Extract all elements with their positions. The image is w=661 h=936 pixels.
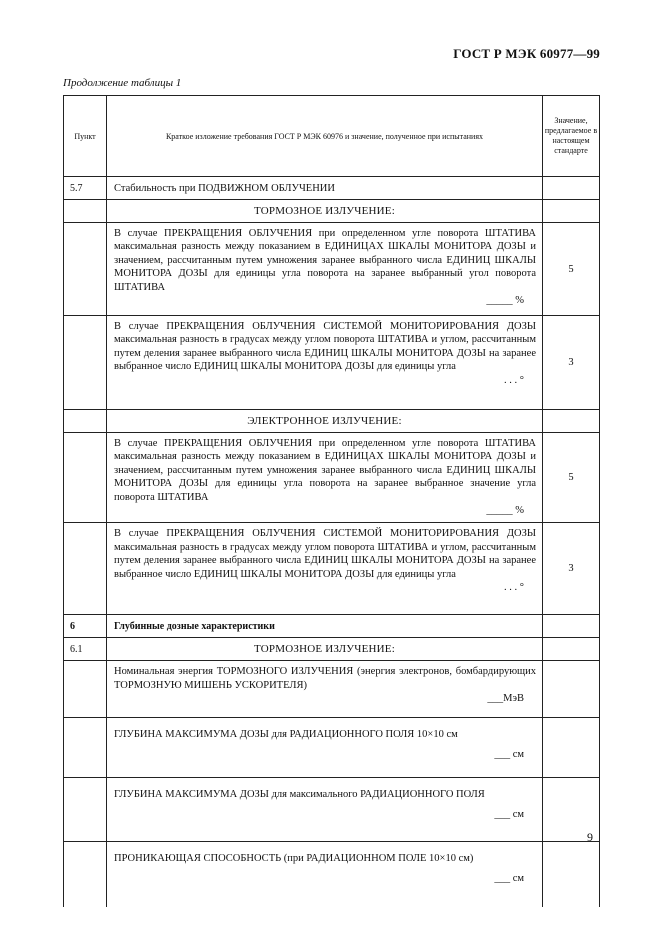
result-unit: ___ см: [494, 808, 524, 820]
requirement-text: В случае ПРЕКРАЩЕНИЯ ОБЛУЧЕНИЯ при определенном угле поворота ШТАТИВА максимальная разность между показанием в ЕДИНИЦАХ ШКАЛЫ МОНИТОРА ДОЗЫ и значением, рассчитанным путем умножения заранее выбранного числа ЕДИНИЦ ШКАЛЫ МОНИТОРА ДОЗЫ для единицы угла поворота на заранее выбранный угол поворота ШТАТИВА: [114, 228, 536, 293]
document-header: ГОСТ Р МЭК 60977—99: [453, 46, 600, 61]
table-row: [64, 842, 600, 908]
table-continuation-label: Продолжение таблицы 1: [63, 77, 182, 89]
requirement-text: ПРОНИКАЮЩАЯ СПОСОБНОСТЬ (при РАДИАЦИОННОМ ПОЛЕ 10×10 см): [114, 853, 474, 865]
requirement-text: В случае ПРЕКРАЩЕНИЯ ОБЛУЧЕНИЯ при определенном угле поворота ШТАТИВА максимальная разность между показанием в ЕДИНИЦАХ ШКАЛЫ МОНИТОРА ДОЗЫ и значением, рассчитанным путем умножения заранее выбранного числа ЕДИНИЦ ШКАЛЫ МОНИТОРА ДОЗЫ для единицы угла поворота на заранее выбранное значение угла поворота ШТАТИВА: [114, 438, 536, 503]
table-row: [64, 223, 600, 316]
requirement-text: В случае ПРЕКРАЩЕНИЯ ОБЛУЧЕНИЯ СИСТЕМОЙ МОНИТОРИРОВАНИЯ ДОЗЫ максимальная разность в градусах между углом поворота ШТАТИВА и углом, рассчитанным путем деления заранее выбранного числа ЕДИНИЦ ШКАЛЫ МОНИТОРА ДОЗЫ на заранее выбранное число ЕДИНИЦ ШКАЛЫ МОНИТОРА ДОЗЫ для единицы угла: [114, 528, 536, 580]
result-unit: _____ %: [486, 295, 524, 307]
result-unit: ___ см: [494, 748, 524, 760]
result-unit: . . . °: [504, 582, 524, 594]
requirement-text: ГЛУБИНА МАКСИМУМА ДОЗЫ для РАДИАЦИОННОГО ПОЛЯ 10×10 см: [114, 729, 458, 741]
requirements-table: [63, 95, 600, 907]
header-col-value: Значение, предлагаемое в настоящем стандарте: [543, 96, 600, 177]
subsection-title: ТОРМОЗНОЕ ИЗЛУЧЕНИЕ:: [107, 638, 543, 661]
table-row: [64, 433, 600, 523]
result-unit: _____ %: [486, 505, 524, 517]
header-col-summary: Краткое изложение требования ГОСТ Р МЭК 60976 и значение, полученное при испытаниях: [107, 96, 543, 177]
table-row: [64, 523, 600, 615]
clause-number: 6.1: [64, 638, 107, 661]
requirement-text: ГЛУБИНА МАКСИМУМА ДОЗЫ для максимального РАДИАЦИОННОГО ПОЛЯ: [114, 789, 485, 801]
requirement-text: Номинальная энергия ТОРМОЗНОГО ИЗЛУЧЕНИЯ (энергия электронов, бомбардирующих ТОРМОЗНУЮ МИШЕНЬ УСКОРИТЕЛЯ): [114, 666, 536, 691]
table-header-row: [64, 96, 600, 177]
table-row: [64, 778, 600, 842]
result-unit: . . . °: [504, 374, 524, 386]
proposed-value: 3: [543, 523, 600, 615]
page-number: 9: [587, 830, 593, 844]
table-row: [64, 718, 600, 778]
clause-title: Глубинные дозные характеристики: [107, 615, 543, 638]
header-col-clause: Пункт: [64, 96, 107, 177]
table-row: [64, 661, 600, 718]
subsection-title: ТОРМОЗНОЕ ИЗЛУЧЕНИЕ:: [107, 200, 543, 223]
result-unit: ___ см: [494, 872, 524, 884]
table-row: [64, 316, 600, 410]
proposed-value: 5: [543, 433, 600, 523]
proposed-value: 5: [543, 223, 600, 316]
proposed-value: 3: [543, 316, 600, 410]
result-unit: ___МэВ: [487, 693, 524, 705]
table-row: [64, 638, 600, 661]
clause-number: 6: [64, 615, 107, 638]
table-row: [64, 410, 600, 433]
clause-title: Стабильность при ПОДВИЖНОМ ОБЛУЧЕНИИ: [107, 177, 543, 200]
table-row: [64, 177, 600, 200]
table-row: [64, 200, 600, 223]
subsection-title: ЭЛЕКТРОННОЕ ИЗЛУЧЕНИЕ:: [107, 410, 543, 433]
table-row: [64, 615, 600, 638]
requirement-text: В случае ПРЕКРАЩЕНИЯ ОБЛУЧЕНИЯ СИСТЕМОЙ МОНИТОРИРОВАНИЯ ДОЗЫ максимальная разность в градусах между углом поворота ШТАТИВА и углом, рассчитанным путем деления заранее выбранного числа ЕДИНИЦ ШКАЛЫ МОНИТОРА ДОЗЫ на заранее выбранное число ЕДИНИЦ ШКАЛЫ МОНИТОРА ДОЗЫ для единицы угла: [114, 321, 536, 373]
clause-number: 5.7: [64, 177, 107, 200]
